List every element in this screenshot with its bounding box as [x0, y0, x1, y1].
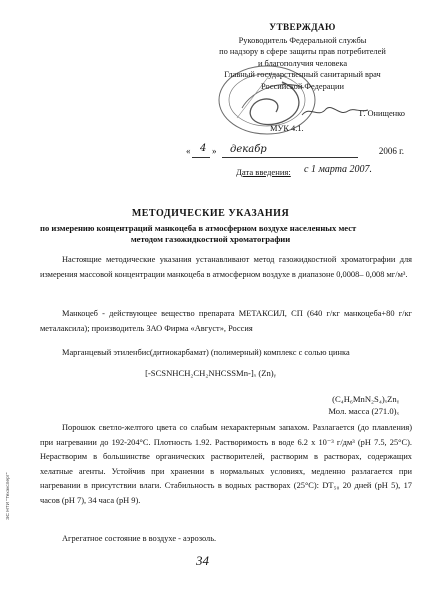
approval-line: Руководитель Федеральной службы	[238, 35, 367, 45]
side-watermark-note: ЭС НТИ "Техэксперт"	[6, 472, 11, 520]
date-day-underline	[192, 157, 210, 158]
paragraph-complex	[40, 346, 412, 361]
intro-date-row	[236, 165, 411, 179]
approval-line: Главный государственный санитарный врач	[224, 70, 381, 79]
paragraph-text: Настоящие методические указания устанавливают метод газожидкостной хроматографии для измерения массовой концентрации манкоцеба в атмосферном воздухе в диапазоне 0,0008– 0,008 мг/м³.	[40, 255, 412, 279]
paragraph-properties	[40, 421, 412, 508]
approval-block	[200, 22, 405, 92]
approval-line: и благополучия человека	[257, 58, 348, 68]
date-day: 4	[200, 143, 207, 154]
paragraph-text: Марганцевый этиленбис(дитиокарбамат) (полимерный) комплекс с солью цинка	[62, 348, 350, 357]
paragraph-text: Манкоцеб - действующее вещество препарата МЕТАКСИЛ, СП (640 г/кг манкоцеба+80 г/кг металаксила); производитель ЗАО Фирма «Август», Россия	[40, 309, 412, 333]
intro-date-label: Дата введения:	[236, 167, 291, 177]
date-quote-open: «	[186, 146, 191, 156]
paragraph-aggregate-state	[40, 532, 412, 547]
paragraph-substance	[40, 307, 412, 336]
paragraph-text: Агрегатное состояние в воздухе - аэрозоль.	[62, 534, 217, 543]
molecular-mass: Мол. масса (271.0)ₓ	[328, 406, 399, 416]
approval-date	[186, 145, 406, 159]
date-quote-close: »	[212, 146, 217, 156]
paragraph-text: Порошок светло-желтого цвета со слабым нехарактерным запахом. Разлагается (до плавления) при нагревании до 192-204°C. Плотность 1.92. Растворимость в воде 6.2 х 10⁻³ г/дм³ (pH 7.5, 25°C). Нерастворим в большинстве органических растворителей, растворим в растворах, содержащих хелатные агенты. Устойчив при хранении в нормальных условиях, медленно разлагается при нагревании в присутствии влаги. Стабильность в водных растворах (25°C): DT₅₀ 20 дней (pH 5), 17 часов (pH 7), 34 часа (pH 9).	[40, 423, 412, 505]
approval-line: по надзору в сфере защиты прав потребителей	[219, 47, 386, 56]
document-title: МЕТОДИЧЕСКИЕ УКАЗАНИЯ	[131, 208, 290, 219]
approval-line: Российской Федерации	[261, 81, 344, 91]
date-year: 2006 г.	[378, 146, 404, 156]
page-number: 34	[196, 553, 209, 568]
document-code: МУК 4.1.	[270, 124, 304, 133]
paragraph-scope	[40, 253, 412, 282]
empirical-formula: (C₄H₆MnN₂S₄)ₓZnᵧ	[332, 394, 399, 404]
approval-title: УТВЕРЖДАЮ	[269, 22, 336, 32]
document-subtitle-method: методом газожидкостной хроматографии	[130, 234, 291, 244]
structural-formula: [-SCSNHCH₂CH₂NHCSSMn-]ₓ (Zn)ᵧ	[145, 368, 276, 378]
signer-name: Г. Онищенко	[359, 109, 405, 118]
date-month: декабр	[230, 144, 267, 155]
intro-date-value: с 1 марта 2007.	[304, 164, 373, 175]
date-month-underline	[222, 157, 358, 158]
document-subtitle: по измерению концентраций манкоцеба в атмосферном воздухе населенных мест	[40, 223, 357, 233]
